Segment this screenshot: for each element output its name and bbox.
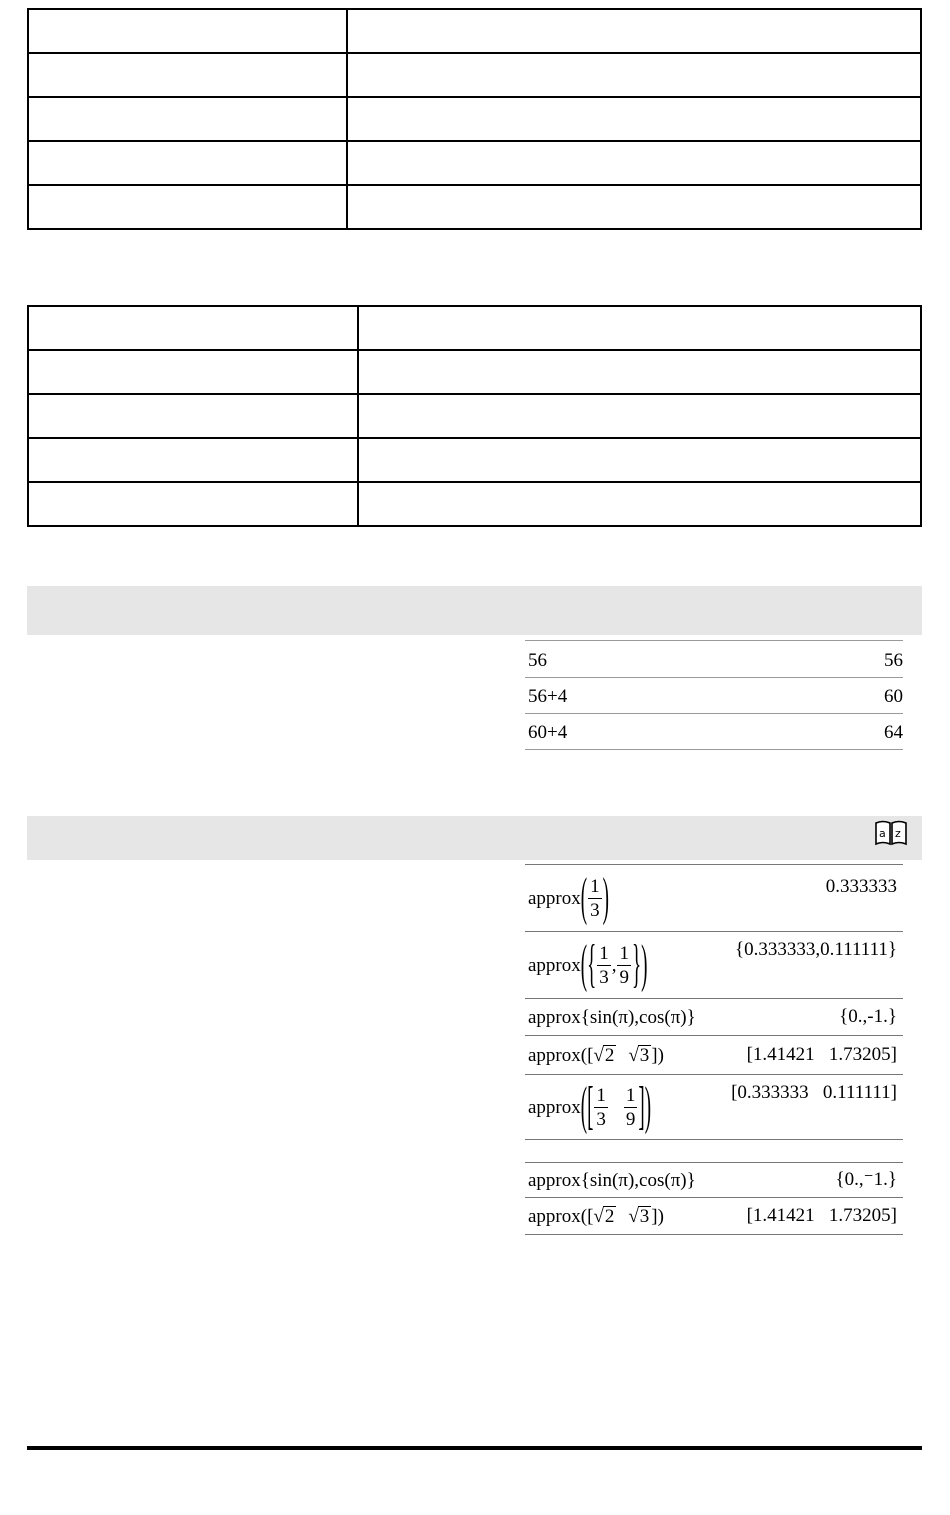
fraction: [617, 944, 631, 987]
entry-input: [528, 999, 696, 1035]
entry-input: [528, 1163, 696, 1197]
entry-output: [0.333333 0.111111]: [731, 1082, 897, 1103]
table-row: [28, 53, 921, 97]
function-name: approx: [528, 1006, 581, 1028]
entry-output: 60: [884, 686, 903, 707]
entry-argument: {sin(π),cos(π)}: [580, 1169, 696, 1191]
table-row: [28, 394, 921, 438]
function-name: approx: [528, 1169, 581, 1191]
function-name: approx: [528, 1044, 581, 1066]
history-row: [525, 1139, 903, 1162]
entry-input: 60+4: [528, 722, 568, 743]
entry-output: {0.,-1.}: [839, 1006, 897, 1027]
denominator: 9: [619, 966, 629, 988]
entry-input: approx ([ √ 2 √ 3 ]): [528, 1044, 664, 1066]
function-name: approx: [528, 954, 581, 976]
function-name: approx: [528, 1205, 581, 1227]
table-row: [28, 185, 921, 229]
history-row: [525, 1035, 903, 1074]
table-row: [28, 306, 921, 350]
numerator: 1: [596, 1084, 606, 1106]
sqrt-radicand: 3: [639, 1206, 650, 1227]
history-row: [525, 1162, 903, 1197]
denominator: 3: [599, 966, 609, 988]
entry-output: 0.333333: [825, 876, 897, 897]
denominator: 3: [590, 899, 600, 921]
empty-table-1: [27, 8, 922, 230]
history-row: [525, 1074, 903, 1139]
book-icon: [874, 819, 908, 847]
footer-rule: [27, 1446, 922, 1450]
table-row: [28, 97, 921, 141]
numerator: 1: [590, 875, 600, 897]
function-name: approx: [528, 887, 581, 909]
history-row: [525, 713, 903, 750]
entry-input: 56: [528, 650, 547, 671]
section-header-band: [27, 586, 922, 635]
calculator-screen-rec: [525, 640, 903, 750]
empty-table-2: [27, 305, 922, 527]
entry-output: 56: [884, 650, 903, 671]
fraction: [588, 877, 602, 920]
numerator: 1: [599, 942, 609, 964]
entry-output: 64: [884, 722, 903, 743]
table-row: [28, 141, 921, 185]
entry-output: {0.,⁻1.}: [835, 1169, 897, 1190]
history-row: [525, 677, 903, 713]
table-row: [28, 9, 921, 53]
numerator: 1: [619, 942, 629, 964]
table-row: [28, 438, 921, 482]
history-row: [525, 1197, 903, 1235]
entry-output: {0.333333,0.111111}: [735, 939, 897, 960]
entry-input: approx ( { $\frac{1}{3}$ , $\frac{1}{9}$ } ): [528, 935, 648, 995]
entry-input: 56+4: [528, 686, 568, 707]
sqrt-radicand: 2: [604, 1206, 615, 1227]
denominator: 9: [625, 1108, 636, 1130]
numerator: 1: [625, 1084, 636, 1106]
denominator: 3: [596, 1108, 606, 1130]
sqrt-radicand: 2: [604, 1045, 615, 1066]
svg-text:z: z: [895, 827, 901, 840]
calculator-screen-approx: [525, 864, 903, 1235]
svg-text:a: a: [879, 827, 886, 840]
history-row: [525, 640, 903, 677]
history-row: [525, 998, 903, 1035]
fraction: [624, 1086, 638, 1129]
entry-input: approx ( [ $\frac{1}{3}$ $\frac{1}{9}$ ] ): [528, 1077, 652, 1137]
function-name: approx: [528, 1096, 581, 1118]
history-row: [525, 864, 903, 931]
fraction: [594, 1086, 608, 1129]
entry-argument: {sin(π),cos(π)}: [580, 1006, 696, 1028]
entry-input: approx ([ √ 2 √ 3 ]): [528, 1205, 664, 1227]
fraction: [597, 944, 611, 987]
sqrt-radicand: 3: [639, 1045, 650, 1066]
section-header-band: [27, 816, 922, 860]
entry-output: [1.41421 1.73205]: [746, 1205, 897, 1226]
history-row: [525, 931, 903, 998]
entry-input: approx ( $\frac{1}{3}$ ): [528, 868, 609, 928]
entry-output: [1.41421 1.73205]: [746, 1044, 897, 1065]
table-row: [28, 350, 921, 394]
table-row: [28, 482, 921, 526]
